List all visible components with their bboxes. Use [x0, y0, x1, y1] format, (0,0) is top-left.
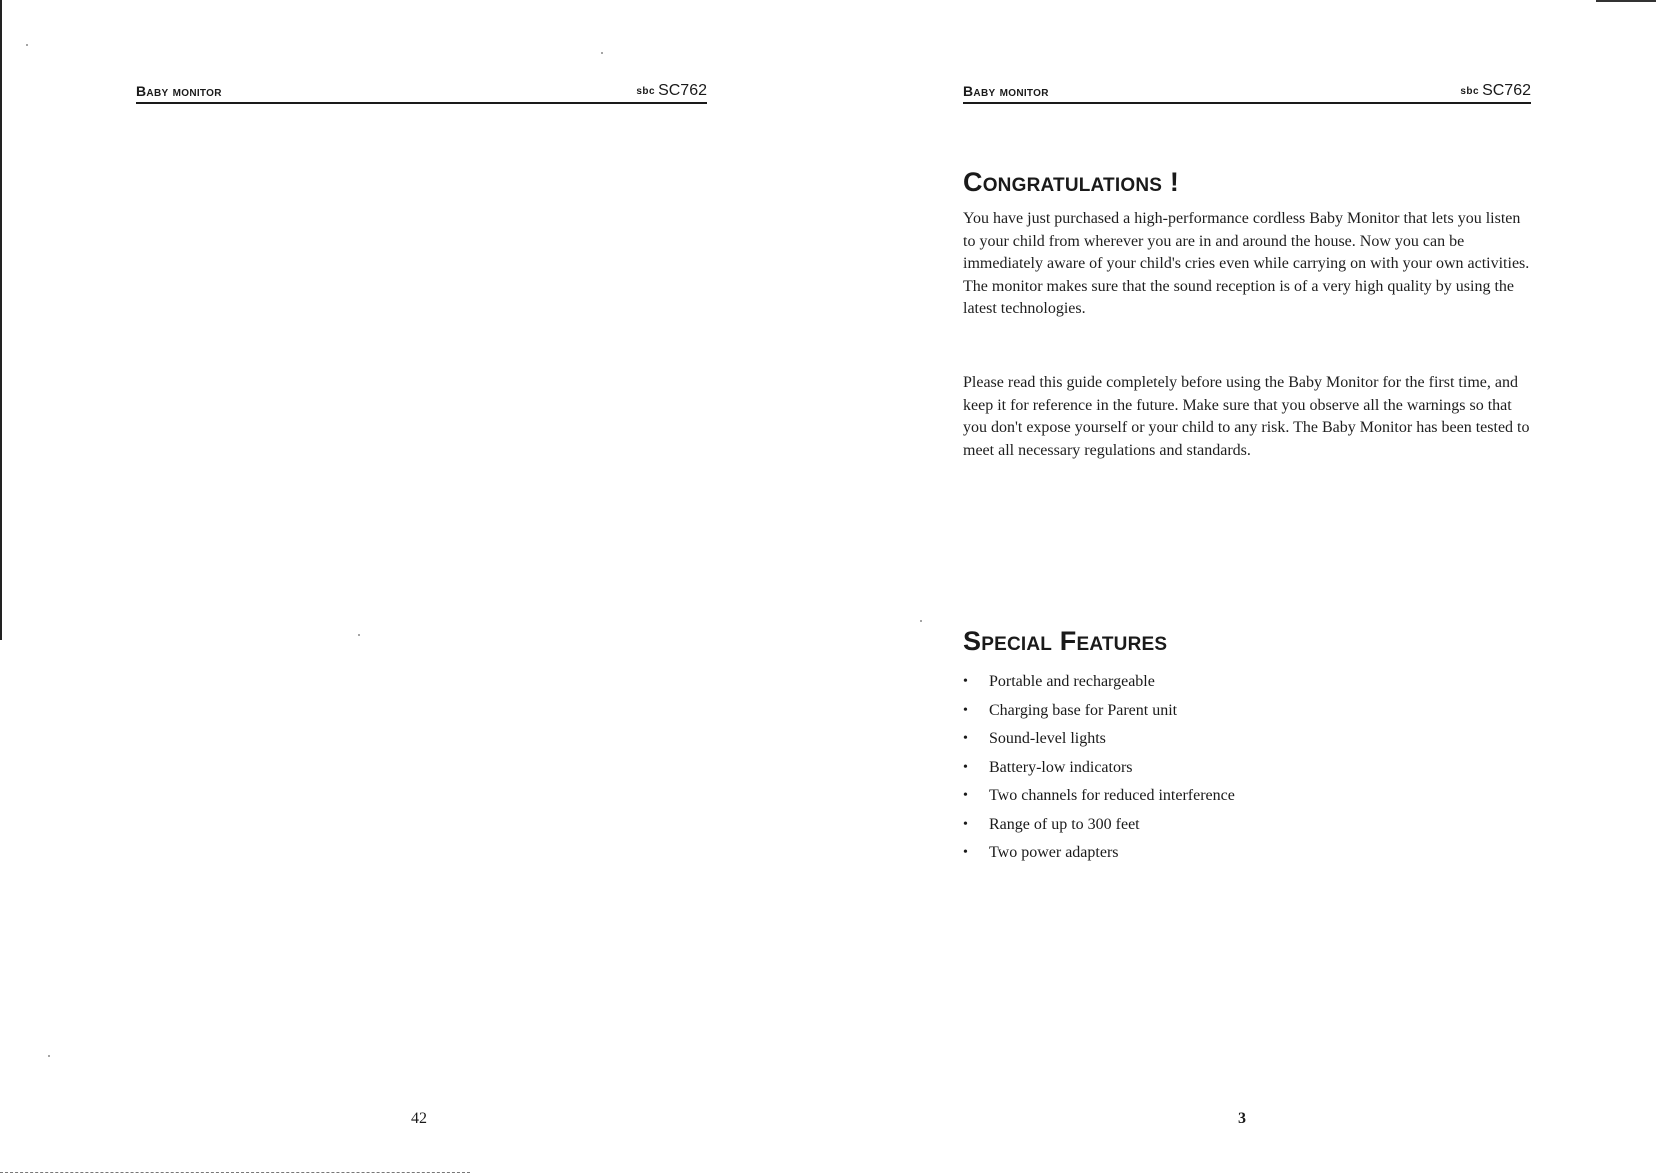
intro-paragraph: You have just purchased a high-performance cordless Baby Monitor that lets you listen to your child from wherever you are in and around the house. Now you can be immediately aware of your child's cries even while carrying on with your own activities. The monitor makes sure that the sound reception is of a very high quality by using the latest technologies.: [963, 210, 1530, 318]
running-header: [136, 78, 707, 104]
feature-item: • Sound-level lights: [963, 728, 1235, 757]
header-brand: sbc: [1460, 86, 1480, 97]
congratulations-heading: Congratulations !: [963, 167, 1180, 197]
header-title: Baby monitor: [136, 83, 222, 99]
page-number: 42: [411, 1110, 427, 1127]
header-model: [636, 82, 707, 100]
feature-item: • Two power adapters: [963, 842, 1235, 871]
header-model: [1460, 82, 1531, 100]
page-number: 3: [1238, 1110, 1246, 1127]
header-model-number: SC762: [1482, 82, 1531, 99]
feature-item: • Charging base for Parent unit: [963, 700, 1235, 729]
running-header: [963, 78, 1531, 104]
guide-paragraph: Please read this guide completely before using the Baby Monitor for the first time, and keep it for reference in the future. Make sure that you observe all the warnings so that you don't expose yourself or your child to any risk. The Baby Monitor has been tested to meet all necessary regulations and standards.: [963, 374, 1530, 459]
feature-item: • Two channels for reduced interference: [963, 785, 1235, 814]
feature-item: • Battery-low indicators: [963, 757, 1235, 786]
feature-list: [963, 671, 1235, 871]
feature-item: • Range of up to 300 feet: [963, 814, 1235, 843]
header-title: Baby monitor: [963, 83, 1049, 99]
special-features-heading: Special Features: [963, 626, 1168, 656]
feature-item: • Portable and rechargeable: [963, 671, 1235, 700]
header-brand: sbc: [636, 86, 656, 97]
header-model-number: SC762: [658, 82, 707, 99]
right-page: [828, 0, 1656, 1174]
